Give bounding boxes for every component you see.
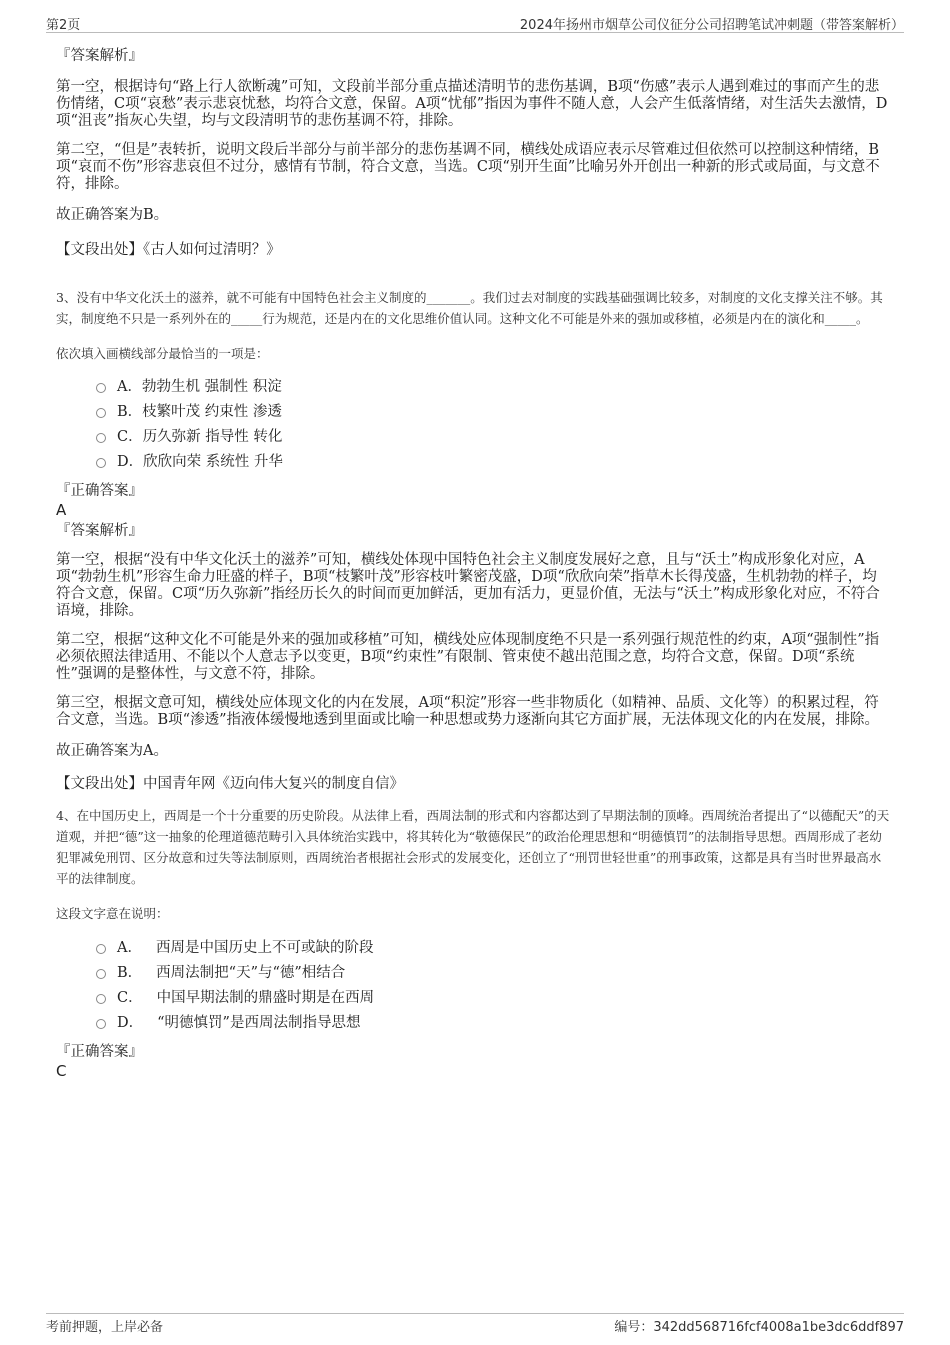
option-list [96, 375, 890, 475]
text-source: 【文段出处】中国青年网《迈向伟大复兴的制度自信》 [56, 776, 404, 792]
radio-icon[interactable] [96, 383, 106, 393]
page-number: 第2页 [46, 18, 81, 33]
answer-conclusion: 故正确答案为B。 [56, 207, 169, 223]
radio-icon[interactable] [96, 994, 106, 1004]
option-d[interactable]: D． “明德慎罚”是西周法制指导思想 [96, 1011, 890, 1036]
radio-icon[interactable] [96, 458, 106, 468]
option-b[interactable]: B．枝繁叶茂 约束性 渗透 [96, 400, 890, 425]
blank-2: _____ [231, 311, 263, 326]
question-stem: 4、在中国历史上，西周是一个十分重要的历史阶段。从法律上看，西周法制的形式和内容都达到了早期法制的顶峰。西周统治者提出了“以德配天”的天道观，并把“德”这一抽象的伦理道德范畴引入具体统治实践中，将其转化为“敬德保民”的政治伦理思想和“明德慎罚”的法制指导思想。西周形成了老幼犯罪减免刑罚、区分故意和过失等法制原则，西周统治者根据社会形式的发展变化，还创立了“刑罚世轻世重”的刑事政策，这都是具有当时世界最高水平的法律制度。 [56, 808, 890, 886]
option-c[interactable]: C．历久弥新 指导性 转化 [96, 425, 890, 450]
document-code: 编号：342dd568716fcf4008a1be3dc6ddf897 [614, 1320, 904, 1335]
blank-3: _____ [824, 311, 857, 326]
question-stem: 3、没有中华文化沃土的滋养，就不可能有中国特色社会主义制度的_______。我们过去对制度的实践基础强调比较多，对制度的文化支撑关注不够。其实，制度绝不只是一系列外在的_____行为规范，还是内在的文化思维价值认同。这种文化不可能是外来的强加或移植，必须是内在的演化和_____。 [56, 290, 883, 326]
page-footer [46, 1313, 904, 1336]
correct-answer-label: 『正确答案』 [56, 1044, 143, 1060]
option-list [96, 936, 890, 1036]
correct-answer: C [56, 1062, 67, 1080]
analysis-paragraph: 第一空，根据“没有中华文化沃土的滋养”可知，横线处体现中国特色社会主义制度发展好之意，且与“沃土”构成形象化对应，A项“勃勃生机”形容生命力旺盛的样子，B项“枝繁叶茂”形容枝叶繁密茂盛，D项“欣欣向荣”指草木长得茂盛，生机勃勃的样子，均符合文意，保留。C项“历久弥新”指经历长久的时间而更加鲜活，更加有活力，更显价值，无法与“沃土”构成形象化对应，不符合语境，排除。 [56, 552, 880, 619]
radio-icon[interactable] [96, 408, 106, 418]
analysis-paragraph: 第三空，根据文意可知，横线处应体现文化的内在发展，A项“积淀”形容一些非物质化（如精神、品质、文化等）的积累过程，符合文意，当选。B项“渗透”指液体缓慢地透到里面或比喻一种思想或势力逐渐向其它方面扩展，无法体现文化的内在发展，排除。 [56, 695, 879, 728]
question-prompt: 依次填入画横线部分最恰当的一项是： [56, 346, 269, 361]
option-a[interactable]: A． 西周是中国历史上不可或缺的阶段 [96, 936, 890, 961]
option-b[interactable]: B． 西周法制把“天”与“德”相结合 [96, 961, 890, 986]
correct-answer: A [56, 501, 67, 519]
radio-icon[interactable] [96, 944, 106, 954]
option-d[interactable]: D．欣欣向荣 系统性 升华 [96, 450, 890, 475]
analysis-paragraph: 第一空，根据诗句“路上行人欲断魂”可知，文段前半部分重点描述清明节的悲伤基调，B项“伤感”表示人遇到难过的事而产生的悲伤情绪，C项“哀愁”表示悲哀忧愁，均符合文意，保留。A项“忧郁”指因为事件不随人意，人会产生低落情绪，对生活失去激情，D项“沮丧”指灰心失望，均与文段清明节的悲伤基调不符，排除。 [56, 79, 888, 129]
radio-icon[interactable] [96, 433, 106, 443]
text-source: 【文段出处】《古人如何过清明？》 [56, 242, 281, 258]
analysis-label: 『答案解析』 [56, 48, 143, 64]
analysis-paragraph: 第二空，根据“这种文化不可能是外来的强加或移植”可知，横线处应体现制度绝不只是一系列强行规范性的约束，A项“强制性”指必须依照法律适用、不能以个人意志予以变更，B项“约束性”有限制、管束使不越出范围之意，均符合文意，保留。D项“系统性”强调的是整体性，与文意不符，排除。 [56, 632, 880, 682]
analysis-paragraph: 第二空，“但是”表转折，说明文段后半部分与前半部分的悲伤基调不同，横线处成语应表示尽管难过但依然可以控制这种情绪，B项“哀而不伤”形容悲哀但不过分，感情有节制，符合文意，当选。C项“别开生面”比喻另外开创出一种新的形式或局面，与文意不符，排除。 [56, 142, 880, 192]
correct-answer-label: 『正确答案』 [56, 483, 143, 499]
question-prompt: 这段文字意在说明： [56, 906, 169, 921]
option-c[interactable]: C． 中国早期法制的鼎盛时期是在西周 [96, 986, 890, 1011]
analysis-label: 『答案解析』 [56, 523, 143, 539]
document-title: 2024年扬州市烟草公司仪征分公司招聘笔试冲刺题（带答案解析） [519, 18, 904, 33]
document-body [56, 46, 890, 1080]
footer-slogan: 考前押题，上岸必备 [46, 1320, 164, 1335]
page-header [46, 13, 904, 33]
radio-icon[interactable] [96, 969, 106, 979]
option-a[interactable]: A．勃勃生机 强制性 积淀 [96, 375, 890, 400]
blank-1: _______ [426, 290, 471, 305]
radio-icon[interactable] [96, 1019, 106, 1029]
answer-conclusion: 故正确答案为A。 [56, 743, 168, 759]
